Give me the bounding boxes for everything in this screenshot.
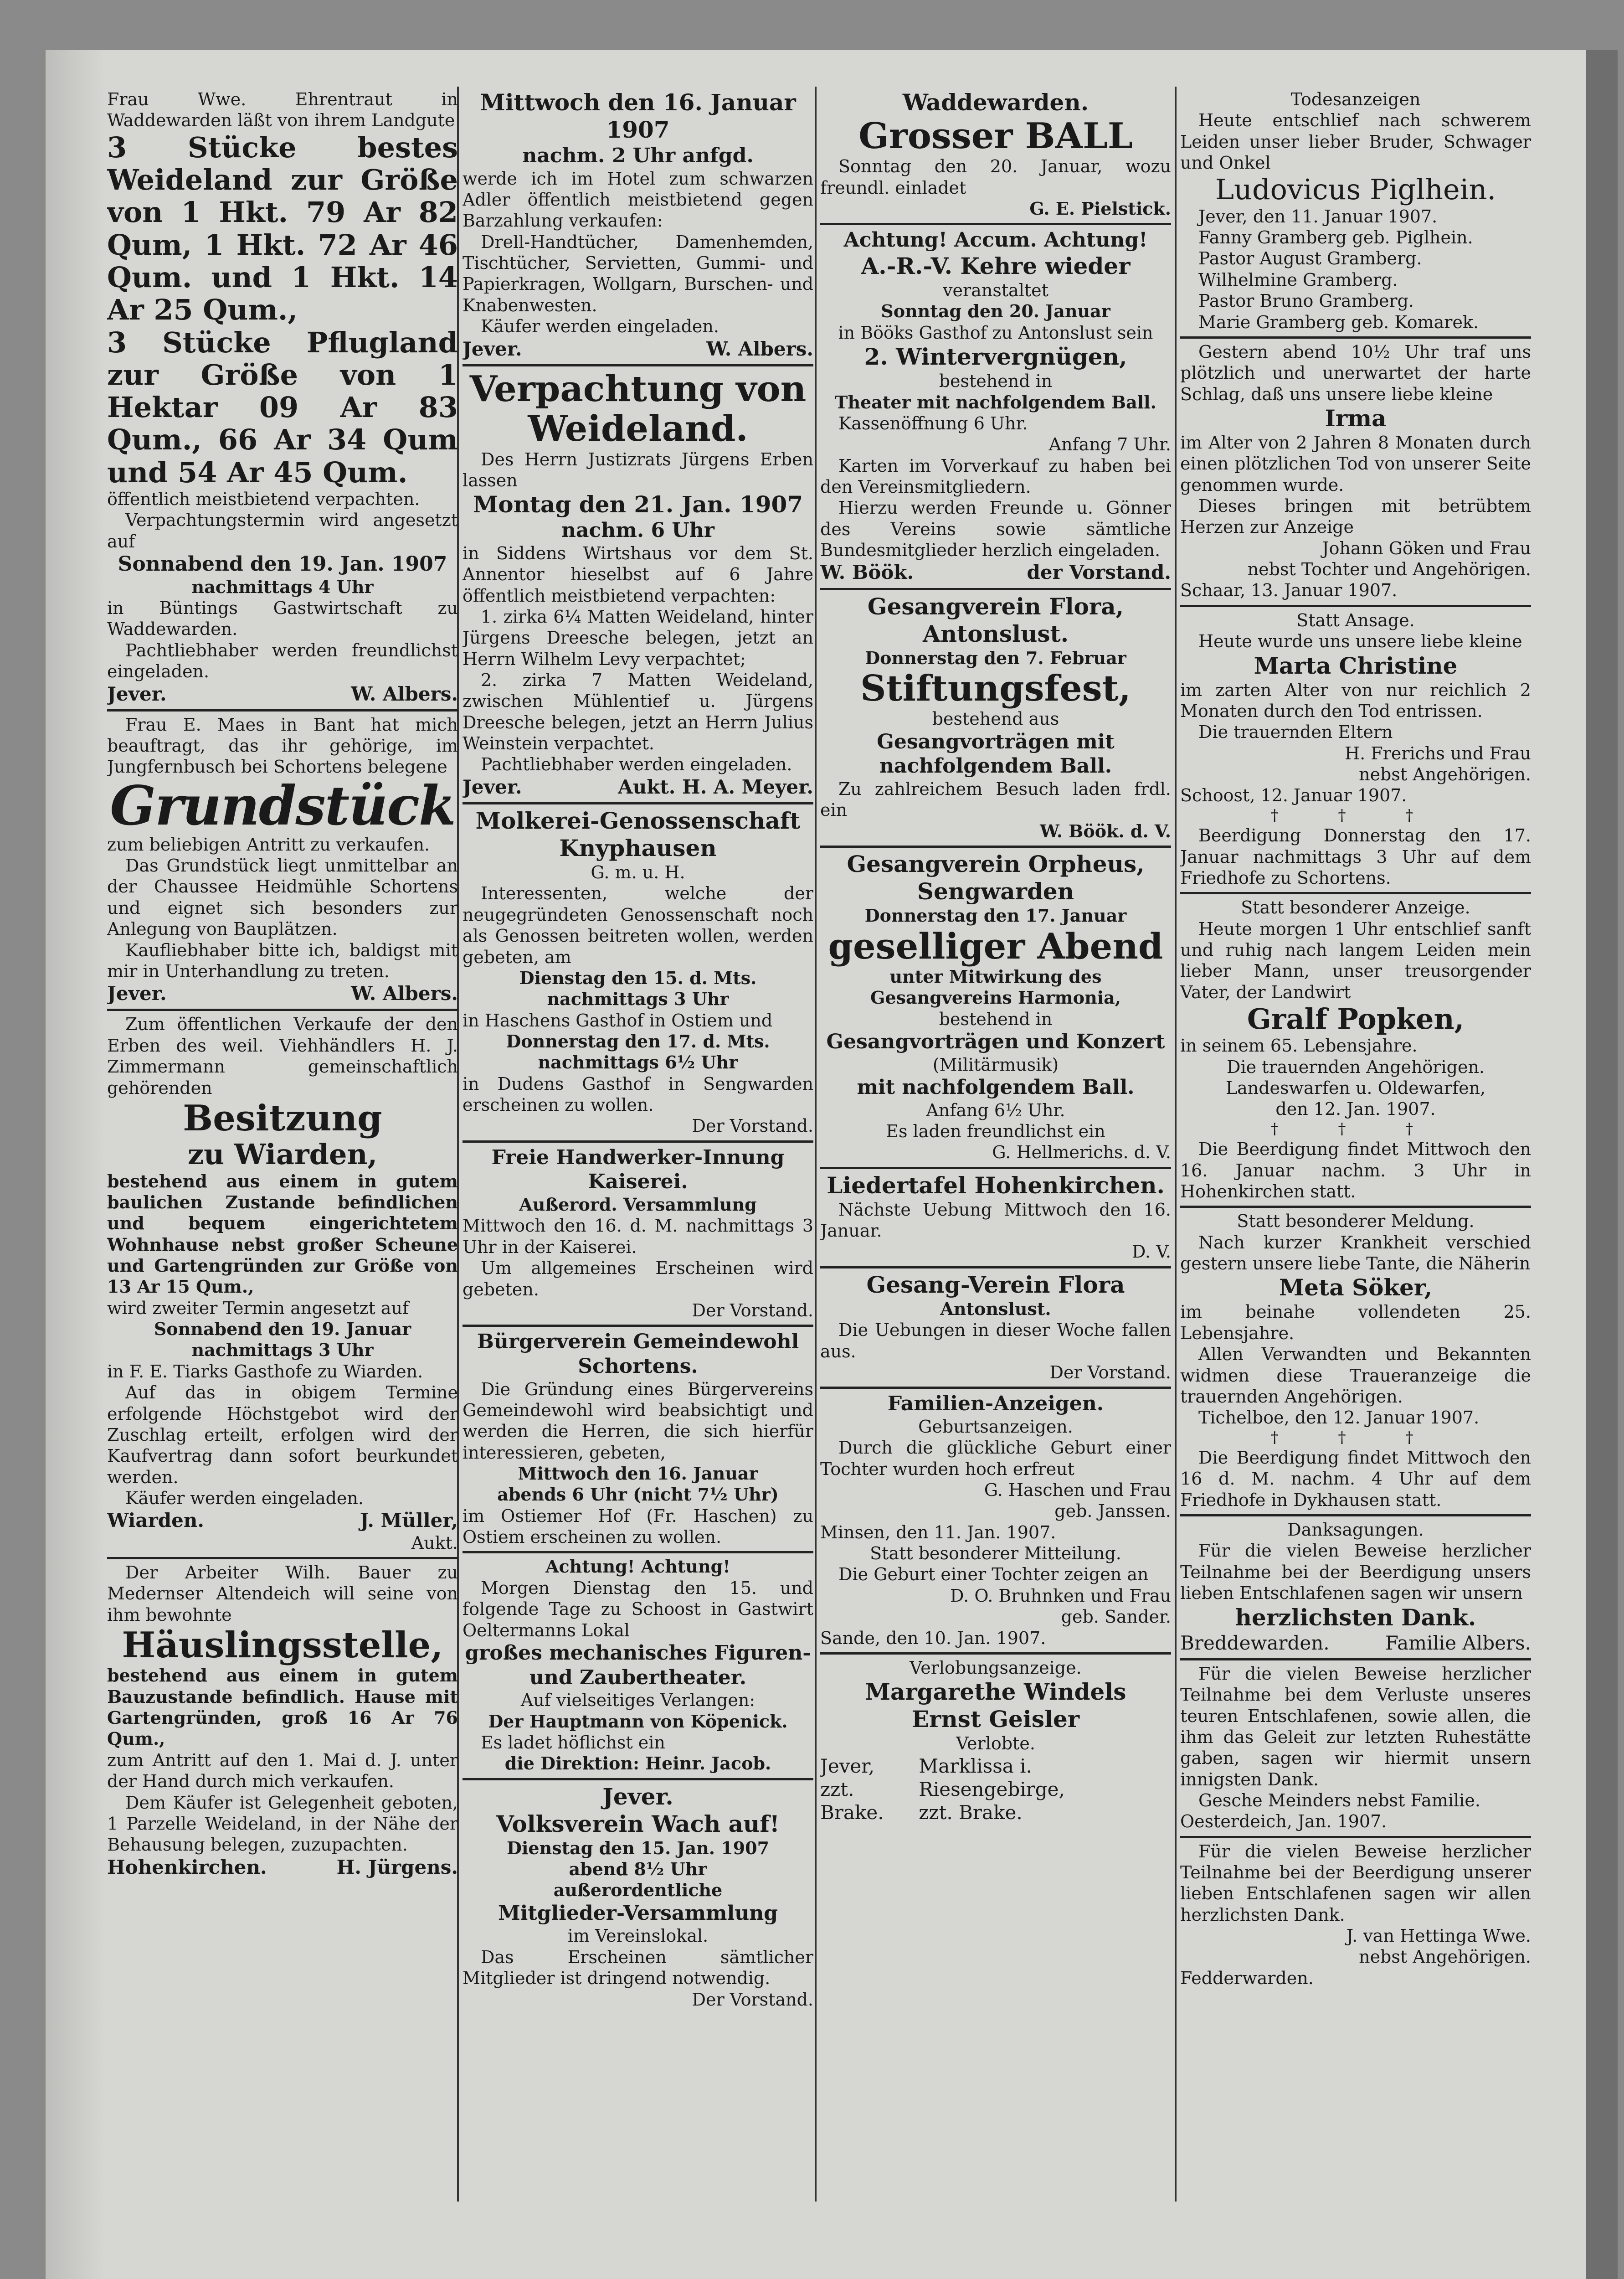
- ad-headline: Grundstück: [110, 773, 455, 837]
- ad-verpachtung-weideland: [463, 369, 813, 804]
- ad-todesanzeige-irma: [1180, 341, 1531, 607]
- ad-names: J. van Hettinga Wwe.: [1346, 1926, 1531, 1946]
- ad-subhead: Statt besonderer Mitteilung.: [870, 1543, 1121, 1564]
- sig-place: Jever.: [463, 337, 522, 360]
- ad-todesanzeige-soeker: [1180, 1211, 1531, 1516]
- ad-name: Ludovicus Piglhein.: [1215, 173, 1496, 206]
- ad-date: Donnerstag den 17. d. Mts.: [506, 1031, 770, 1052]
- ad-signature: [107, 1856, 458, 1879]
- ad-name: Meta Söker,: [1279, 1274, 1433, 1301]
- ad-headline: 2. Wintervergnügen,: [864, 343, 1127, 371]
- ad-text: Gestern abend 10½ Uhr traf uns plötzlich und unerwartet der harte Schlag, daß uns unsere liebe kleine: [1180, 341, 1531, 404]
- ad-text: Heute entschlief nach schwerem Leiden unser lieber Bruder, Schwager und Onkel: [1180, 110, 1531, 173]
- ad-time: nachmittags 3 Uhr: [547, 989, 729, 1010]
- ad-bold-text: unter Mitwirkung des Gesangvereins Harmonia,: [870, 966, 1121, 1008]
- ad-text: Dem Käufer ist Gelegenheit geboten, 1 Parzelle Weideland, in der Nähe der Behausung belegen, zuzupachten.: [107, 1792, 458, 1855]
- column-3: [820, 89, 1171, 2204]
- ad-text: in Haschens Gasthof in Ostiem und: [463, 1010, 773, 1031]
- ad-time: nachmittags 6½ Uhr: [538, 1052, 738, 1073]
- ad-time: nachm. 6 Uhr: [561, 519, 714, 542]
- ad-headline: Grosser BALL: [858, 115, 1133, 157]
- sig-title: Aukt.: [411, 1532, 458, 1553]
- ad-date: Dienstag den 15. d. Mts.: [519, 967, 757, 988]
- ad-text: Pachtliebhaber werden freundlichst eingeladen.: [107, 640, 458, 682]
- ad-text: Es ladet höflichst ein: [481, 1732, 665, 1753]
- ad-place-date: Minsen, den 11. Jan. 1907.: [820, 1522, 1056, 1542]
- ad-headline: Bürgerverein Gemeindewohl Schortens.: [477, 1330, 799, 1378]
- ad-headline: Achtung! Achtung!: [545, 1556, 730, 1577]
- ad-signature: [107, 1509, 458, 1532]
- sig-name: J. Müller,: [360, 1509, 458, 1532]
- ad-text: Karten im Vorverkauf zu haben bei den Vereinsmitgliedern.: [820, 455, 1171, 497]
- ad-handwerker-innung: [463, 1145, 813, 1327]
- ad-intro: Zum öffentlichen Verkaufe der den Erben des weil. Viehhändlers H. J. Zimmermann gemeinschaftlich gehörenden: [107, 1014, 458, 1098]
- ad-text: Mittwoch den 16. d. M. nachmittags 3 Uhr in der Kaiserei.: [463, 1216, 813, 1257]
- ad-intro: Frau Wwe. Ehrentraut in Waddewarden läßt von ihrem Landgute: [107, 89, 458, 131]
- ad-headline: Mitglieder-Versammlung: [498, 1901, 778, 1925]
- ad-text: Kaufliebhaber bitte ich, baldigst mit mir in Unterhandlung zu treten.: [107, 940, 458, 981]
- ad-signature: [463, 775, 813, 799]
- ad-text: Dieses bringen mit betrübtem Herzen zur Anzeige: [1180, 496, 1531, 537]
- ad-text: Durch die glückliche Geburt einer Tochter wurden hoch erfreut: [820, 1438, 1171, 1479]
- ad-text: Anfang 6½ Uhr.: [926, 1100, 1065, 1120]
- ad-places: [820, 1754, 1171, 1825]
- ad-besitzung-wiarden: [107, 1014, 458, 1559]
- ad-headline: Besitzung: [183, 1097, 382, 1139]
- ad-headline: herzlichsten Dank.: [1235, 1604, 1476, 1631]
- ad-text: in seinem 65. Lebensjahre.: [1180, 1036, 1418, 1056]
- ad-date: Sonnabend den 19. Januar: [154, 1319, 411, 1340]
- ad-text: in F. E. Tiarks Gasthofe zu Wiarden.: [107, 1361, 423, 1382]
- ad-time: nachmittags 4 Uhr: [191, 576, 374, 597]
- ad-place-date: Oesterdeich, Jan. 1907.: [1180, 1811, 1387, 1832]
- ad-names: Wilhelmine Gramberg.: [1198, 269, 1398, 290]
- ad-text: Die Uebungen in dieser Woche fallen aus.: [820, 1320, 1171, 1361]
- ad-text: wird zweiter Termin angesetzt auf: [107, 1298, 409, 1318]
- ad-date: Montag den 21. Jan. 1907: [473, 491, 803, 518]
- ad-text: im Alter von 2 Jahren 8 Monaten durch einen plötzlichen Tod von unserer Seite genommen wurde.: [1180, 432, 1531, 495]
- ad-date: Mittwoch den 16. Januar 1907: [480, 89, 796, 143]
- ad-text: Hierzu werden Freunde u. Gönner des Vereins sowie sämtliche Bundesmitglieder herzlich eingeladen.: [820, 498, 1171, 561]
- ad-signature: Der Vorstand.: [1049, 1362, 1171, 1382]
- ad-headline: Todesanzeigen: [1290, 89, 1421, 109]
- ad-haeuslingsstelle: [107, 1562, 458, 1882]
- ad-text: Die Geburt einer Tochter zeigen an: [838, 1564, 1149, 1585]
- ad-todesanzeige-popken: [1180, 897, 1531, 1208]
- ad-text: bestehend in: [939, 371, 1053, 392]
- ad-place-date: Tichelboe, den 12. Januar 1907.: [1198, 1408, 1480, 1428]
- sig-name: W. Albers.: [351, 682, 458, 705]
- ad-grundstueck: [107, 714, 458, 1011]
- page-binding: [46, 50, 105, 2279]
- ad-text: Landeswarfen u. Oldewarfen,: [1225, 1078, 1486, 1098]
- place: Jever,: [820, 1754, 875, 1777]
- ad-name: Irma: [1325, 404, 1387, 432]
- ad-text: Zu zahlreichem Besuch laden frdl. ein: [820, 779, 1171, 820]
- cross-symbols: † † †: [1270, 1119, 1441, 1138]
- ad-volksverein: [463, 1783, 813, 2014]
- ad-time: nachmittags 3 Uhr: [191, 1340, 374, 1361]
- ad-date: Donnerstag den 7. Februar: [865, 647, 1126, 668]
- ad-text: Es laden freundlichst ein: [886, 1121, 1105, 1142]
- ad-text: Auf vielseitiges Verlangen:: [520, 1690, 755, 1711]
- ad-text: Sonntag den 20. Januar, wozu freundl. einladet: [820, 156, 1171, 198]
- ad-city: Jever.: [602, 1783, 673, 1810]
- ad-names: geb. Janssen.: [1054, 1501, 1171, 1521]
- ad-names: Pastor Bruno Gramberg.: [1198, 291, 1414, 311]
- ad-names: Marie Gramberg geb. Komarek.: [1198, 312, 1479, 332]
- ad-bold-text: Gesangvorträgen und Konzert: [826, 1030, 1165, 1053]
- ad-text: Des Herrn Justizrats Jürgens Erben lassen: [463, 449, 813, 490]
- sig-name: Familie Albers.: [1385, 1631, 1531, 1654]
- ad-names: Johann Göken und Frau: [1322, 538, 1531, 558]
- ad-top-line: Achtung! Accum. Achtung!: [843, 228, 1148, 252]
- ad-text: im Ostiemer Hof (Fr. Haschen) zu Ostiem erscheinen zu wollen.: [463, 1506, 813, 1547]
- ad-text: Nächste Uebung Mittwoch den 16. Januar.: [820, 1199, 1171, 1241]
- sig-name: W. Böök.: [820, 561, 914, 584]
- ad-bold-text: Theater mit nachfolgendem Ball.: [835, 392, 1156, 412]
- column-rule: [1175, 87, 1177, 2202]
- ad-signature: die Direktion: Heinr. Jacob.: [504, 1753, 771, 1774]
- ad-text: in Dudens Gasthof in Sengwarden erscheinen zu wollen.: [463, 1073, 813, 1115]
- ad-text: in Büntings Gastwirtschaft zu Waddewarden.: [107, 598, 458, 639]
- ad-place-date: Schaar, 13. Januar 1907.: [1180, 580, 1398, 601]
- ad-weideland-ehrentraut: [107, 89, 458, 712]
- ad-subhead: Geburtsanzeigen.: [918, 1416, 1073, 1437]
- ad-place-date: Schoost, 12. Januar 1907.: [1180, 785, 1407, 806]
- ad-names: Pastor August Gramberg.: [1198, 248, 1422, 269]
- cross-symbols: † † †: [1270, 806, 1441, 825]
- ad-names: nebst Tochter und Angehörigen.: [1247, 559, 1531, 580]
- ad-text: Drell-Handtücher, Damenhemden, Tischtücher, Servietten, Gummi- und Papierkragen, Wollgarn, Burschen- und Knabenwesten.: [463, 232, 813, 315]
- ad-date: Sonnabend den 19. Jan. 1907: [118, 552, 447, 576]
- ad-names: Fanny Gramberg geb. Piglhein.: [1198, 227, 1473, 248]
- ad-intro: Frau E. Maes in Bant hat mich beauftragt, das ihr gehörige, im Jungfernbusch bei Schortens belegene: [107, 714, 458, 777]
- ad-place-date: den 12. Jan. 1907.: [1275, 1099, 1436, 1119]
- ad-date: Mittwoch den 16. Januar: [518, 1463, 758, 1484]
- ad-text: Interessenten, welche der neugegründeten Genossenschaft noch als Genossen beitreten wollen, werden gebeten, am: [463, 883, 813, 967]
- ad-text: Für die vielen Beweise herzlicher Teilnahme bei der Beerdigung unserer lieben Entschlafenen sagen wir allen herzlichsten Dank.: [1180, 1841, 1531, 1925]
- ad-signature: [820, 561, 1171, 584]
- ad-bold-text: Gesangvorträgen mit nachfolgendem Ball.: [877, 730, 1115, 778]
- ad-familien-anzeigen: [820, 1392, 1171, 1655]
- ad-subhead: Statt besonderer Meldung.: [1237, 1211, 1475, 1232]
- ad-text: öffentlich meistbietend verpachten.: [107, 489, 420, 509]
- place: Marklissa i. Riesengebirge,: [919, 1754, 1065, 1800]
- ad-text: (Militärmusik): [932, 1054, 1059, 1075]
- cross-symbols: † † †: [1270, 1428, 1441, 1447]
- ad-names: H. Frerichs und Frau: [1345, 743, 1531, 763]
- ad-subhead: Verlobungsanzeige.: [910, 1657, 1082, 1678]
- ad-headline: Gesangverein Orpheus, Sengwarden: [847, 851, 1145, 905]
- ad-subhead: Außerord. Versammlung: [519, 1194, 757, 1215]
- ad-text: in Siddens Wirtshaus vor dem St. Annentor hieselbst auf 6 Jahre öffentlich meistbietend verpachten:: [463, 543, 813, 606]
- ad-text: Pachtliebhaber werden eingeladen.: [481, 754, 792, 775]
- ad-text: Käufer werden eingeladen.: [125, 1488, 364, 1508]
- ad-text: bestehend aus: [932, 709, 1059, 729]
- place-right: [919, 1754, 1171, 1825]
- ad-place-date: Jever, den 11. Januar 1907.: [1198, 206, 1438, 227]
- ad-bold-text: mit nachfolgendem Ball.: [857, 1075, 1135, 1099]
- ad-text: Das Erscheinen sämtlicher Mitglieder ist dringend notwendig.: [463, 1947, 813, 1989]
- ad-names: Margarethe Windels: [865, 1678, 1126, 1706]
- ad-text: Die Gründung eines Bürgervereins Gemeindewohl wird beabsichtigt und werden die Herren, die sich hierfür interessieren, gebeten,: [463, 1379, 813, 1463]
- ad-orpheus: [820, 851, 1171, 1169]
- ad-text: bestehend in: [939, 1009, 1053, 1029]
- ad-text: veranstaltet: [943, 280, 1048, 301]
- ad-zaubertheater: [463, 1556, 813, 1780]
- ad-names: Gesche Meinders nebst Familie.: [1198, 1790, 1480, 1810]
- ad-text: Die trauernden Angehörigen.: [1226, 1057, 1485, 1077]
- sig-name: W. Albers.: [351, 982, 458, 1005]
- ad-names: nebst Angehörigen.: [1359, 764, 1531, 784]
- ad-signature: G. Hellmerichs. d. V.: [992, 1142, 1171, 1163]
- sig-place: Breddewarden.: [1180, 1631, 1330, 1654]
- sig-title: der Vorstand.: [1027, 561, 1171, 584]
- ad-danksagung-hettinga: [1180, 1841, 1531, 1993]
- ad-headline: Volksverein Wach auf!: [496, 1810, 780, 1837]
- ad-auktion-adler: [463, 89, 813, 366]
- ad-headline: Gesang-Verein Flora: [866, 1271, 1125, 1298]
- ad-todesanzeige-piglhein: [1180, 89, 1531, 339]
- ad-text: im beinahe vollendeten 25. Lebensjahre.: [1180, 1302, 1531, 1343]
- sig-place: Jever.: [107, 982, 167, 1005]
- ad-text: Für die vielen Beweise herzlicher Teilnahme bei dem Verluste unseres teuren Entschlafenen, sowie allen, die ihm das Geleit zur letzten Ruhestätte gaben, sagen wir hiermit unsern innigsten Dank.: [1180, 1663, 1531, 1789]
- ad-text: Nach kurzer Krankheit verschied gestern unsere liebe Tante, die Näherin: [1180, 1232, 1531, 1274]
- ad-flora-stiftungsfest: [820, 593, 1171, 848]
- ad-molkerei: [463, 807, 813, 1143]
- ad-names: geb. Sander.: [1061, 1607, 1171, 1627]
- ad-subhead: außerordentliche: [553, 1880, 723, 1901]
- ad-headline: 3 Stücke bestes Weideland zur Größe von 1 Hkt. 79 Ar 82 Qum, 1 Hkt. 72 Ar 46 Qum. und 1 Hkt. 14 Ar 25 Qum.,: [107, 130, 458, 327]
- ad-text: Die trauernden Eltern: [1198, 722, 1393, 742]
- ad-place-date: Fedderwarden.: [1180, 1968, 1314, 1988]
- page-edge: [1586, 50, 1618, 2279]
- ad-danksagung-albers: [1180, 1519, 1531, 1660]
- ad-text: Die Beerdigung findet Mittwoch den 16. Januar nachm. 3 Uhr in Hohenkirchen statt.: [1180, 1139, 1531, 1201]
- ad-city: Waddewarden.: [902, 89, 1089, 116]
- ad-date: Dienstag den 15. Jan. 1907: [507, 1837, 769, 1858]
- ad-text: zum Antritt auf den 1. Mai d. J. unter der Hand durch mich verkaufen.: [107, 1750, 458, 1792]
- ad-bold-text: bestehend aus einem in gutem baulichen Zustande befindlichen und bequem eingerichtetem Wohnhause nebst großer Scheune und Gartengründen zur Größe von 13 Ar 15 Qum.,: [107, 1170, 458, 1297]
- ad-text: werde ich im Hotel zum schwarzen Adler öffentlich meistbietend gegen Barzahlung verkaufen:: [463, 168, 813, 231]
- ad-subhead: Statt besonderer Anzeige.: [1241, 897, 1470, 918]
- ad-text: im Vereinslokal.: [567, 1926, 709, 1946]
- ad-text: Die Beerdigung findet Mittwoch den 16 d. M. nachm. 4 Uhr auf dem Friedhofe in Dykhausen statt.: [1180, 1448, 1531, 1510]
- ad-text: Kassenöffnung 6 Uhr.: [838, 413, 1028, 433]
- ad-signature: [1180, 1631, 1531, 1655]
- ad-bold-text: bestehend aus einem in gutem Bauzustande befindlich. Hause mit Gartengründen, groß 16 Ar 76 Qum.,: [107, 1665, 458, 1749]
- ad-headline: Häuslingsstelle,: [122, 1624, 443, 1666]
- place-left: [820, 1754, 919, 1825]
- ad-text: Auf das in obigem Termine erfolgende Höchstgebot wird der Zuschlag erteilt, erfolgen wird der Kaufvertrag dann sofort beurkundet werden.: [107, 1382, 458, 1487]
- ad-headline: Gesangverein Flora, Antonslust.: [867, 593, 1124, 647]
- ad-verlobung: [820, 1657, 1171, 1828]
- ad-signature: G. E. Pielstick.: [1029, 198, 1171, 219]
- ad-names: D. O. Bruhnken und Frau: [950, 1585, 1171, 1606]
- ad-signature: D. V.: [1131, 1242, 1171, 1262]
- ad-text: zum beliebigen Antritt zu verkaufen.: [107, 834, 430, 855]
- ad-flora-uebungen: [820, 1271, 1171, 1389]
- ad-text: Das Grundstück liegt unmittelbar an der Chaussee Heidmühle Schortens und eignet sich besonders zur Anlegung von Bauplätzen.: [107, 856, 458, 939]
- ad-buergerverein: [463, 1330, 813, 1553]
- sig-name: W. Albers.: [706, 337, 813, 360]
- ad-names: G. Haschen und Frau: [984, 1480, 1171, 1500]
- sig-place: Jever.: [107, 682, 167, 705]
- ad-list-item: 1. zirka 6¼ Matten Weideland, hinter Jürgens Dreesche belegen, jetzt an Herrn Wilhelm Levy verpachtet;: [463, 606, 813, 669]
- ad-text: Verpachtungstermin wird angesetzt auf: [107, 510, 458, 552]
- ad-text: Käufer werden eingeladen.: [481, 316, 719, 337]
- ad-signature: [107, 682, 458, 706]
- ad-grosser-ball: [820, 89, 1171, 225]
- ad-text: im zarten Alter von nur reichlich 2 Monaten durch den Tod entrissen.: [1180, 680, 1531, 721]
- ad-text: Für die vielen Beweise herzlicher Teilnahme bei der Beerdigung unsers lieben Entschlafenen sagen wir unsern: [1180, 1541, 1531, 1604]
- sig-name: H. Jürgens.: [336, 1856, 458, 1878]
- sig-place: Wiarden.: [107, 1509, 204, 1532]
- ad-subhead: Antonslust.: [940, 1298, 1051, 1319]
- ad-signature: [107, 982, 458, 1005]
- ad-names: nebst Angehörigen.: [1359, 1947, 1531, 1967]
- ad-name: Marta Christine: [1254, 652, 1458, 679]
- ad-headline: Stiftungsfest,: [860, 668, 1131, 710]
- ad-signature: [463, 337, 813, 361]
- ad-text: Um allgemeines Erscheinen wird gebeten.: [463, 1258, 813, 1299]
- ad-headline: Verpachtung von Weideland.: [469, 368, 807, 450]
- place: zzt. Brake.: [919, 1801, 1023, 1824]
- ad-kehre-wieder: [820, 228, 1171, 590]
- ad-date: Donnerstag den 17. Januar: [864, 905, 1127, 926]
- ad-names: Ernst Geisler: [911, 1706, 1080, 1733]
- ad-todesanzeige-marta: [1180, 610, 1531, 894]
- ad-subhead: G. m. u. H.: [591, 862, 685, 883]
- ad-place-date: Sande, den 10. Jan. 1907.: [820, 1628, 1046, 1648]
- sig-name: Aukt. H. A. Meyer.: [618, 775, 813, 798]
- ad-headline: großes mechanisches Figuren- und Zaubertheater.: [465, 1641, 811, 1689]
- ad-liedertafel: [820, 1172, 1171, 1268]
- ad-text: Beerdigung Donnerstag den 17. Januar nachmittags 3 Uhr auf dem Friedhofe zu Schortens.: [1180, 825, 1531, 888]
- place: zzt. Brake.: [820, 1778, 884, 1824]
- ad-headline: Liedertafel Hohenkirchen.: [827, 1171, 1165, 1199]
- ad-text: Verlobte.: [956, 1733, 1035, 1754]
- sig-place: Jever.: [463, 775, 522, 798]
- sig-place: Hohenkirchen.: [107, 1856, 267, 1878]
- ad-headline: Molkerei-Genossenschaft Knyphausen: [475, 807, 801, 862]
- column-4: [1180, 89, 1531, 2204]
- ad-name: Gralf Popken,: [1247, 1002, 1465, 1036]
- ad-headline: geselliger Abend: [828, 925, 1163, 967]
- ad-signature: Der Vorstand.: [692, 1300, 813, 1320]
- ad-signature: Der Vorstand.: [692, 1116, 813, 1136]
- ad-headline: 3 Stücke Pflugland zur Größe von 1 Hektar 09 Ar 83 Qum., 66 Ar 34 Qum und 54 Ar 45 Qum.: [107, 325, 458, 489]
- ad-text: Allen Verwandten und Bekannten widmen diese Traueranzeige die trauernden Angehörigen.: [1180, 1344, 1531, 1407]
- ad-time: nachm. 2 Uhr anfgd.: [522, 144, 754, 167]
- ad-text: Morgen Dienstag den 15. und folgende Tage zu Schoost in Gastwirt Oeltermanns Lokal: [463, 1578, 813, 1640]
- ad-text: Anfang 7 Uhr.: [1048, 434, 1171, 455]
- ad-subhead: Statt Ansage.: [1296, 610, 1415, 630]
- ad-list-item: 2. zirka 7 Matten Weideland, zwischen Mühlentief u. Jürgens Dreesche belegen, jetzt an Herrn Julius Weinstein verpachtet.: [463, 670, 813, 754]
- ad-time: abend 8½ Uhr: [569, 1859, 707, 1880]
- column-rule: [815, 87, 817, 2202]
- ad-bold-text: Der Hauptmann von Köpenick.: [488, 1711, 788, 1732]
- ad-headline: zu Wiarden,: [187, 1138, 378, 1171]
- ad-date: Sonntag den 20. Januar: [881, 301, 1110, 322]
- column-1: [107, 89, 458, 2204]
- ad-headline: A.-R.-V. Kehre wieder: [861, 253, 1131, 280]
- ad-headline: Familien-Anzeigen.: [887, 1392, 1104, 1416]
- ad-headline: Freie Handwerker-Innung Kaiserei.: [491, 1145, 785, 1194]
- ad-intro: Der Arbeiter Wilh. Bauer zu Medernser Altendeich will seine von ihm bewohnte: [107, 1562, 458, 1625]
- ad-signature: W. Böök. d. V.: [1040, 820, 1171, 841]
- ad-text: in Bööks Gasthof zu Antonslust sein: [838, 322, 1153, 343]
- ad-danksagung-meinders: [1180, 1663, 1531, 1838]
- ad-text: Heute morgen 1 Uhr entschlief sanft und ruhig nach langem Leiden mein lieber Mann, unser treusorgender Vater, der Landwirt: [1180, 918, 1531, 1002]
- ad-text: Heute wurde uns unsere liebe kleine: [1198, 631, 1522, 652]
- column-2: [463, 89, 813, 2204]
- ad-signature: Der Vorstand.: [692, 1989, 813, 2010]
- ad-time: abends 6 Uhr (nicht 7½ Uhr): [497, 1484, 779, 1505]
- ad-headline: Danksagungen.: [1287, 1520, 1424, 1540]
